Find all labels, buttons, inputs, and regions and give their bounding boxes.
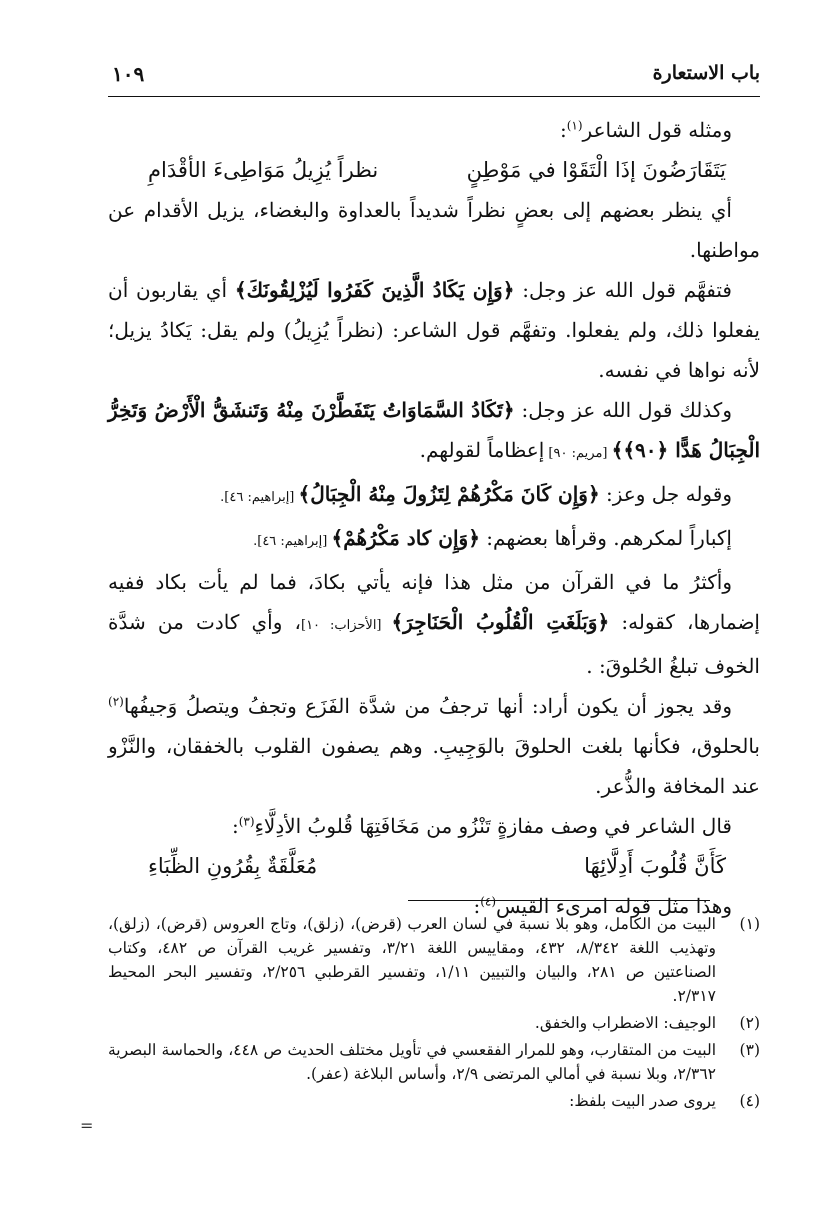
footnote-text: يروى صدر البيت بلفظ:: [569, 1092, 716, 1110]
verse-1-hemistich-b: نظراً يُزِيلُ مَوَاطِىءَ الأقْدَامِ: [148, 158, 379, 182]
paragraph-8: [108, 806, 760, 846]
p2-text-b: أي يقاربون أن يفعلوا ذلك، ولم يفعلوا. وتفهَّم قول الشاعر: (نظراً يُزِيلُ) ولم يقل: يَكادُ يزيل؛ لأنه نواها في نفسه.: [108, 278, 760, 382]
footnote-separator: [408, 900, 710, 901]
footnote-3: [108, 1038, 760, 1086]
footnotes: [108, 912, 760, 1116]
quran-quote-3: ﴿وَإِن كَانَ مَكْرُهُمْ لِتَزُولَ مِنْهُ الْجِبَالُ﴾: [298, 482, 600, 506]
footnote-number: (٤): [739, 1092, 760, 1110]
paragraph-7: [108, 686, 760, 806]
verse-2-hemistich-b: مُعَلَّقَةٌ بِقُرُونِ الظِّبَاءِ: [148, 854, 318, 878]
quran-ref-5: [الأحزاب: ١٠]: [300, 618, 392, 633]
paragraph-1: أي ينظر بعضهم إلى بعضٍ نظراً شديداً بالعداوة والبغضاء، يزيل الأقدام عن مواطنها.: [108, 198, 760, 262]
paragraph-5: [108, 518, 760, 562]
p7-text-b: بالحلوق، فكأنها بلغت الحلوقَ بالوَجِيبِ. وهم يصفون القلوب بالخفقان، والنَّزْو عند المخافة والذُّعر.: [108, 734, 760, 798]
p9-text-a: وهذا مثل قوله امرىء القيس: [496, 894, 732, 918]
footnote-text: البيت من المتقارب، وهو للمرار الفقعسي في تأويل مختلف الحديث ص ٤٤٨، والحماسة البصرية ٢/٣٦٢، وبلا نسبة في أمالي المرتضى ٢/٩، وأساس البلاغة (عفر).: [108, 1041, 716, 1083]
footnote-ref-2: (٢): [108, 694, 124, 709]
p3-text-a: وكذلك قول الله عز وجل:: [514, 398, 732, 422]
footnote-number: (٣): [739, 1041, 760, 1059]
footnote-2: [108, 1011, 760, 1035]
verse-2-hemistich-a: كَأَنَّ قُلُوبَ أَدِلَّائِهَا: [584, 854, 726, 878]
verse-1-hemistich-a: يَتَقَارَضُونَ إذَا الْتَقَوْا في مَوْطِنٍ: [466, 158, 726, 182]
verse-2: [108, 846, 760, 886]
paragraph-6: [108, 562, 760, 686]
footnote-ref-4: (٤): [480, 894, 497, 909]
p7-text-a: وقد يجوز أن يكون أراد: أنها ترجفُ من شدَّة الفَزَع وتجفُ ويتصلُ وَجيفُها: [123, 694, 732, 718]
running-header: [108, 56, 760, 97]
footnote-ref-1: (١): [566, 118, 583, 133]
footnote-ref-3: (٣): [238, 814, 255, 829]
quran-quote-4: ﴿وَإِن كاد مَكْرُهُمْ﴾: [331, 526, 480, 550]
paragraph-2: [108, 270, 760, 390]
verse-1: [108, 150, 760, 190]
intro-line: [108, 110, 760, 150]
continuation-mark: =: [80, 1116, 94, 1135]
quran-quote-1: ﴿وَإِن يَكَادُ الَّذِينَ كَفَرُوا لَيُزْلِقُونَكَ﴾: [234, 278, 515, 302]
p5-text-a: إكباراً لمكرهم. وقرأها بعضهم:: [479, 526, 732, 550]
footnote-text: البيت من الكامل، وهو بلا نسبة في لسان العرب (قرض)، (زلق)، وتاج العروس (قرض)، (زلق)، وتهذيب اللغة ٨/٣٤٢، ٤٣٢، ومقاييس اللغة ٣/٢١، وتفسير غريب القرآن ص ٤٨٢، وكتاب الصناعتين ص ٢٨١، والبيان والتبيين ١/١١، وتفسير القرطبي ٢/٢٥٦، وتفسير البحر المحيط ٢/٣١٧.: [108, 915, 717, 1005]
p8-text-a: قال الشاعر في وصف مفازةٍ تَنْزُو من مَخَافَتِهَا قُلوبُ الأدِلَّاءِ: [254, 814, 732, 838]
footnote-number: (٢): [739, 1014, 760, 1032]
p9-colon: :: [473, 894, 481, 918]
paragraph-3: [108, 390, 760, 474]
p6-text-a: وأكثرُ ما في القرآن من مثل هذا فإنه يأتي بكادَ، فما لم يأت بكاد ففيه إضمارها، كقوله:: [108, 570, 760, 634]
quran-ref-3: [إبراهيم: ٤٦].: [220, 490, 299, 505]
intro-colon: :: [559, 118, 567, 142]
main-text: [108, 110, 760, 926]
quran-quote-5: ﴿وَبَلَغَتِ الْقُلُوبُ الْحَنَاجِرَ﴾: [391, 610, 610, 634]
quran-ref-4: [إبراهيم: ٤٦].: [253, 534, 332, 549]
intro-text: ومثله قول الشاعر: [582, 118, 732, 142]
footnote-text: الوجيف: الاضطراب والخفق.: [534, 1014, 716, 1032]
p6-text-b: ، وأي كادت من شدَّة الخوف تبلغُ الحُلوقَ: .: [108, 610, 760, 678]
p3-text-b: إعظاماً لقولهم.: [419, 438, 545, 462]
p8-colon: :: [231, 814, 239, 838]
paragraph-4: [108, 474, 760, 518]
quran-ref-2: [مريم: ٩٠]: [544, 446, 612, 461]
page-number: ١٠٩: [112, 62, 145, 86]
footnote-1: [108, 912, 760, 1008]
p2-text-a: فتفهَّم قول الله عز وجل:: [514, 278, 732, 302]
chapter-title: باب الاستعارة: [652, 62, 760, 84]
p4-text-a: وقوله جل وعز:: [599, 482, 732, 506]
footnote-4: [108, 1089, 760, 1113]
quran-quote-2: ﴿تَكَادُ السَّمَاوَاتُ يَتَفَطَّرْنَ مِنْهُ وَتَنشَقُّ الْأَرْضُ وَتَخِرُّ الْجِبَالُ هَدًّا ﴿٩٠﴾﴾: [108, 398, 760, 462]
footnote-number: (١): [739, 915, 760, 933]
